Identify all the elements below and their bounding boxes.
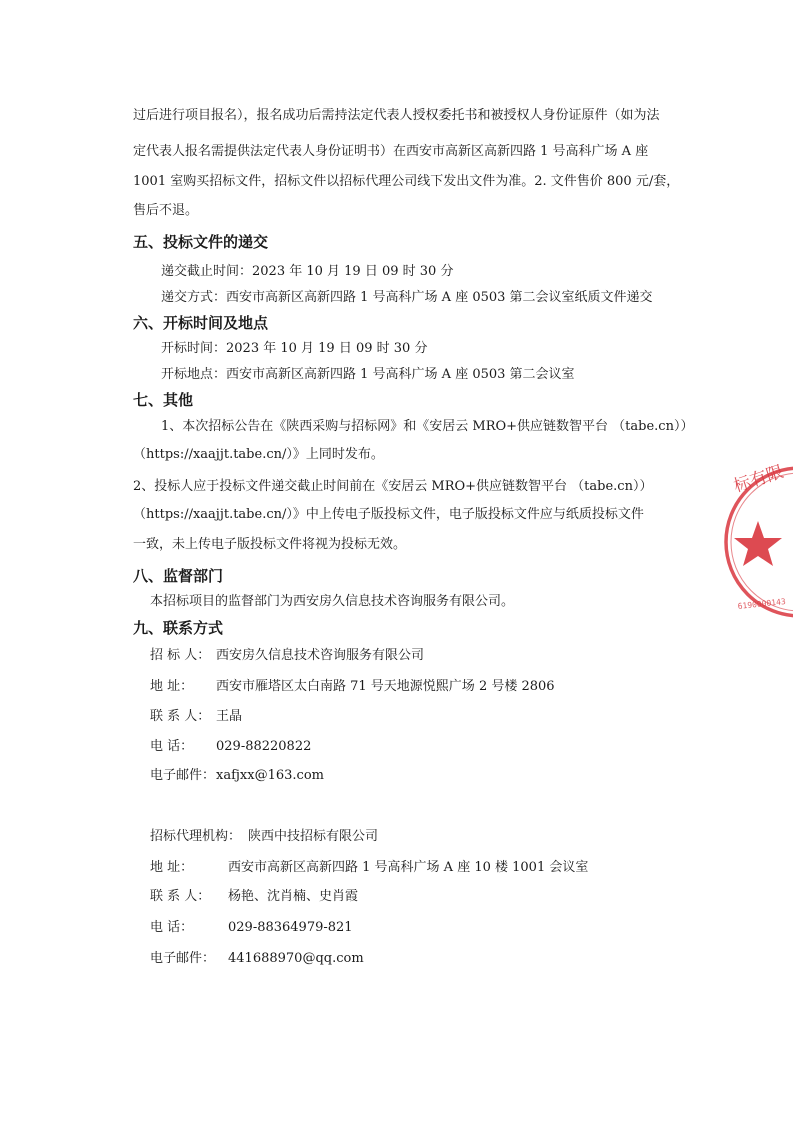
field-label: 电子邮件： bbox=[150, 951, 216, 966]
tenderer-contact: 王晶 bbox=[216, 709, 243, 724]
tenderer-name: 西安房久信息技术咨询服务有限公司 bbox=[216, 648, 425, 663]
tenderer-phone: 029-88220822 bbox=[216, 739, 312, 754]
agency-address: 西安市高新区高新四路 1 号高科广场 A 座 10 楼 1001 会议室 bbox=[228, 860, 589, 875]
other-item-2-cont: （https://xaajjt.tabe.cn/）》中上传电子版投标文件，电子版投标文件应与纸质投标文件 bbox=[133, 507, 644, 522]
field-label: 招标代理机构： bbox=[150, 829, 242, 844]
other-item-1: 1、本次招标公告在《陕西采购与招标网》和《安居云 MRO+供应链数智平台 （tabe.cn）） bbox=[161, 419, 694, 434]
agency-email[interactable]: 441688970@qq.com bbox=[228, 951, 364, 966]
field-label: 电 话： bbox=[150, 739, 194, 754]
other-item-2: 2、投标人应于投标文件递交截止时间前在《安居云 MRO+供应链数智平台 （tabe.cn）） bbox=[133, 479, 653, 494]
tenderer-address-row bbox=[150, 678, 555, 696]
field-label: 地 址： bbox=[150, 679, 194, 694]
opening-place: 开标地点：西安市高新区高新四路 1 号高科广场 A 座 0503 第二会议室 bbox=[161, 367, 575, 382]
field-label: 联 系 人： bbox=[150, 889, 211, 904]
paragraph-line: 1001 室购买招标文件，招标文件以招标代理公司线下发出文件为准。2. 文件售价 800 元/套， bbox=[133, 174, 680, 189]
submission-deadline: 递交截止时间：2023 年 10 月 19 日 09 时 30 分 bbox=[161, 264, 454, 279]
agency-address-row bbox=[150, 859, 588, 877]
tenderer-contact-row bbox=[150, 708, 242, 726]
company-seal-icon bbox=[722, 462, 793, 622]
paragraph-line: 售后不退。 bbox=[133, 203, 199, 218]
agency-phone: 029-88364979-821 bbox=[228, 920, 353, 935]
section-heading-8: 八、监督部门 bbox=[133, 567, 224, 585]
tenderer-email[interactable]: xafjxx@163.com bbox=[216, 768, 324, 783]
seal-serial: 6190000143 bbox=[737, 597, 787, 611]
supervision-text: 本招标项目的监督部门为西安房久信息技术咨询服务有限公司。 bbox=[150, 594, 515, 609]
opening-time: 开标时间：2023 年 10 月 19 日 09 时 30 分 bbox=[161, 341, 428, 356]
paragraph-line: 过后进行项目报名），报名成功后需持法定代表人授权委托书和被授权人身份证原件（如为法 bbox=[133, 108, 660, 123]
field-label: 电 话： bbox=[150, 920, 194, 935]
agency-phone-row bbox=[150, 919, 353, 937]
agency-name: 陕西中技招标有限公司 bbox=[248, 829, 379, 844]
agency-contact-row bbox=[150, 888, 358, 906]
section-heading-5: 五、投标文件的递交 bbox=[133, 233, 269, 251]
other-item-2-cont: 一致，未上传电子版投标文件将视为投标无效。 bbox=[133, 537, 407, 552]
tenderer-name-row bbox=[150, 647, 424, 665]
paragraph-line: 定代表人报名需提供法定代表人身份证明书）在西安市高新区高新四路 1 号高科广场 A 座 bbox=[133, 144, 649, 159]
section-heading-9: 九、联系方式 bbox=[133, 619, 224, 637]
tenderer-address: 西安市雁塔区太白南路 71 号天地源悦熙广场 2 号楼 2806 bbox=[216, 679, 555, 694]
field-label: 地 址： bbox=[150, 860, 194, 875]
agency-name-row bbox=[150, 828, 378, 846]
tenderer-phone-row bbox=[150, 738, 311, 756]
other-item-1-cont: （https://xaajjt.tabe.cn/）》上同时发布。 bbox=[133, 447, 384, 462]
field-label: 招 标 人： bbox=[150, 648, 211, 663]
seal-text: 标有限 bbox=[731, 462, 787, 497]
field-label: 联 系 人： bbox=[150, 709, 211, 724]
field-label: 电子邮件： bbox=[150, 768, 216, 783]
section-heading-7: 七、其他 bbox=[133, 391, 194, 409]
tenderer-email-row bbox=[150, 767, 324, 785]
agency-email-row bbox=[150, 950, 364, 968]
section-heading-6: 六、开标时间及地点 bbox=[133, 314, 269, 332]
submission-method: 递交方式：西安市高新区高新四路 1 号高科广场 A 座 0503 第二会议室纸质文件递交 bbox=[161, 290, 653, 305]
agency-contact: 杨艳、沈肖楠、史肖霞 bbox=[228, 889, 359, 904]
